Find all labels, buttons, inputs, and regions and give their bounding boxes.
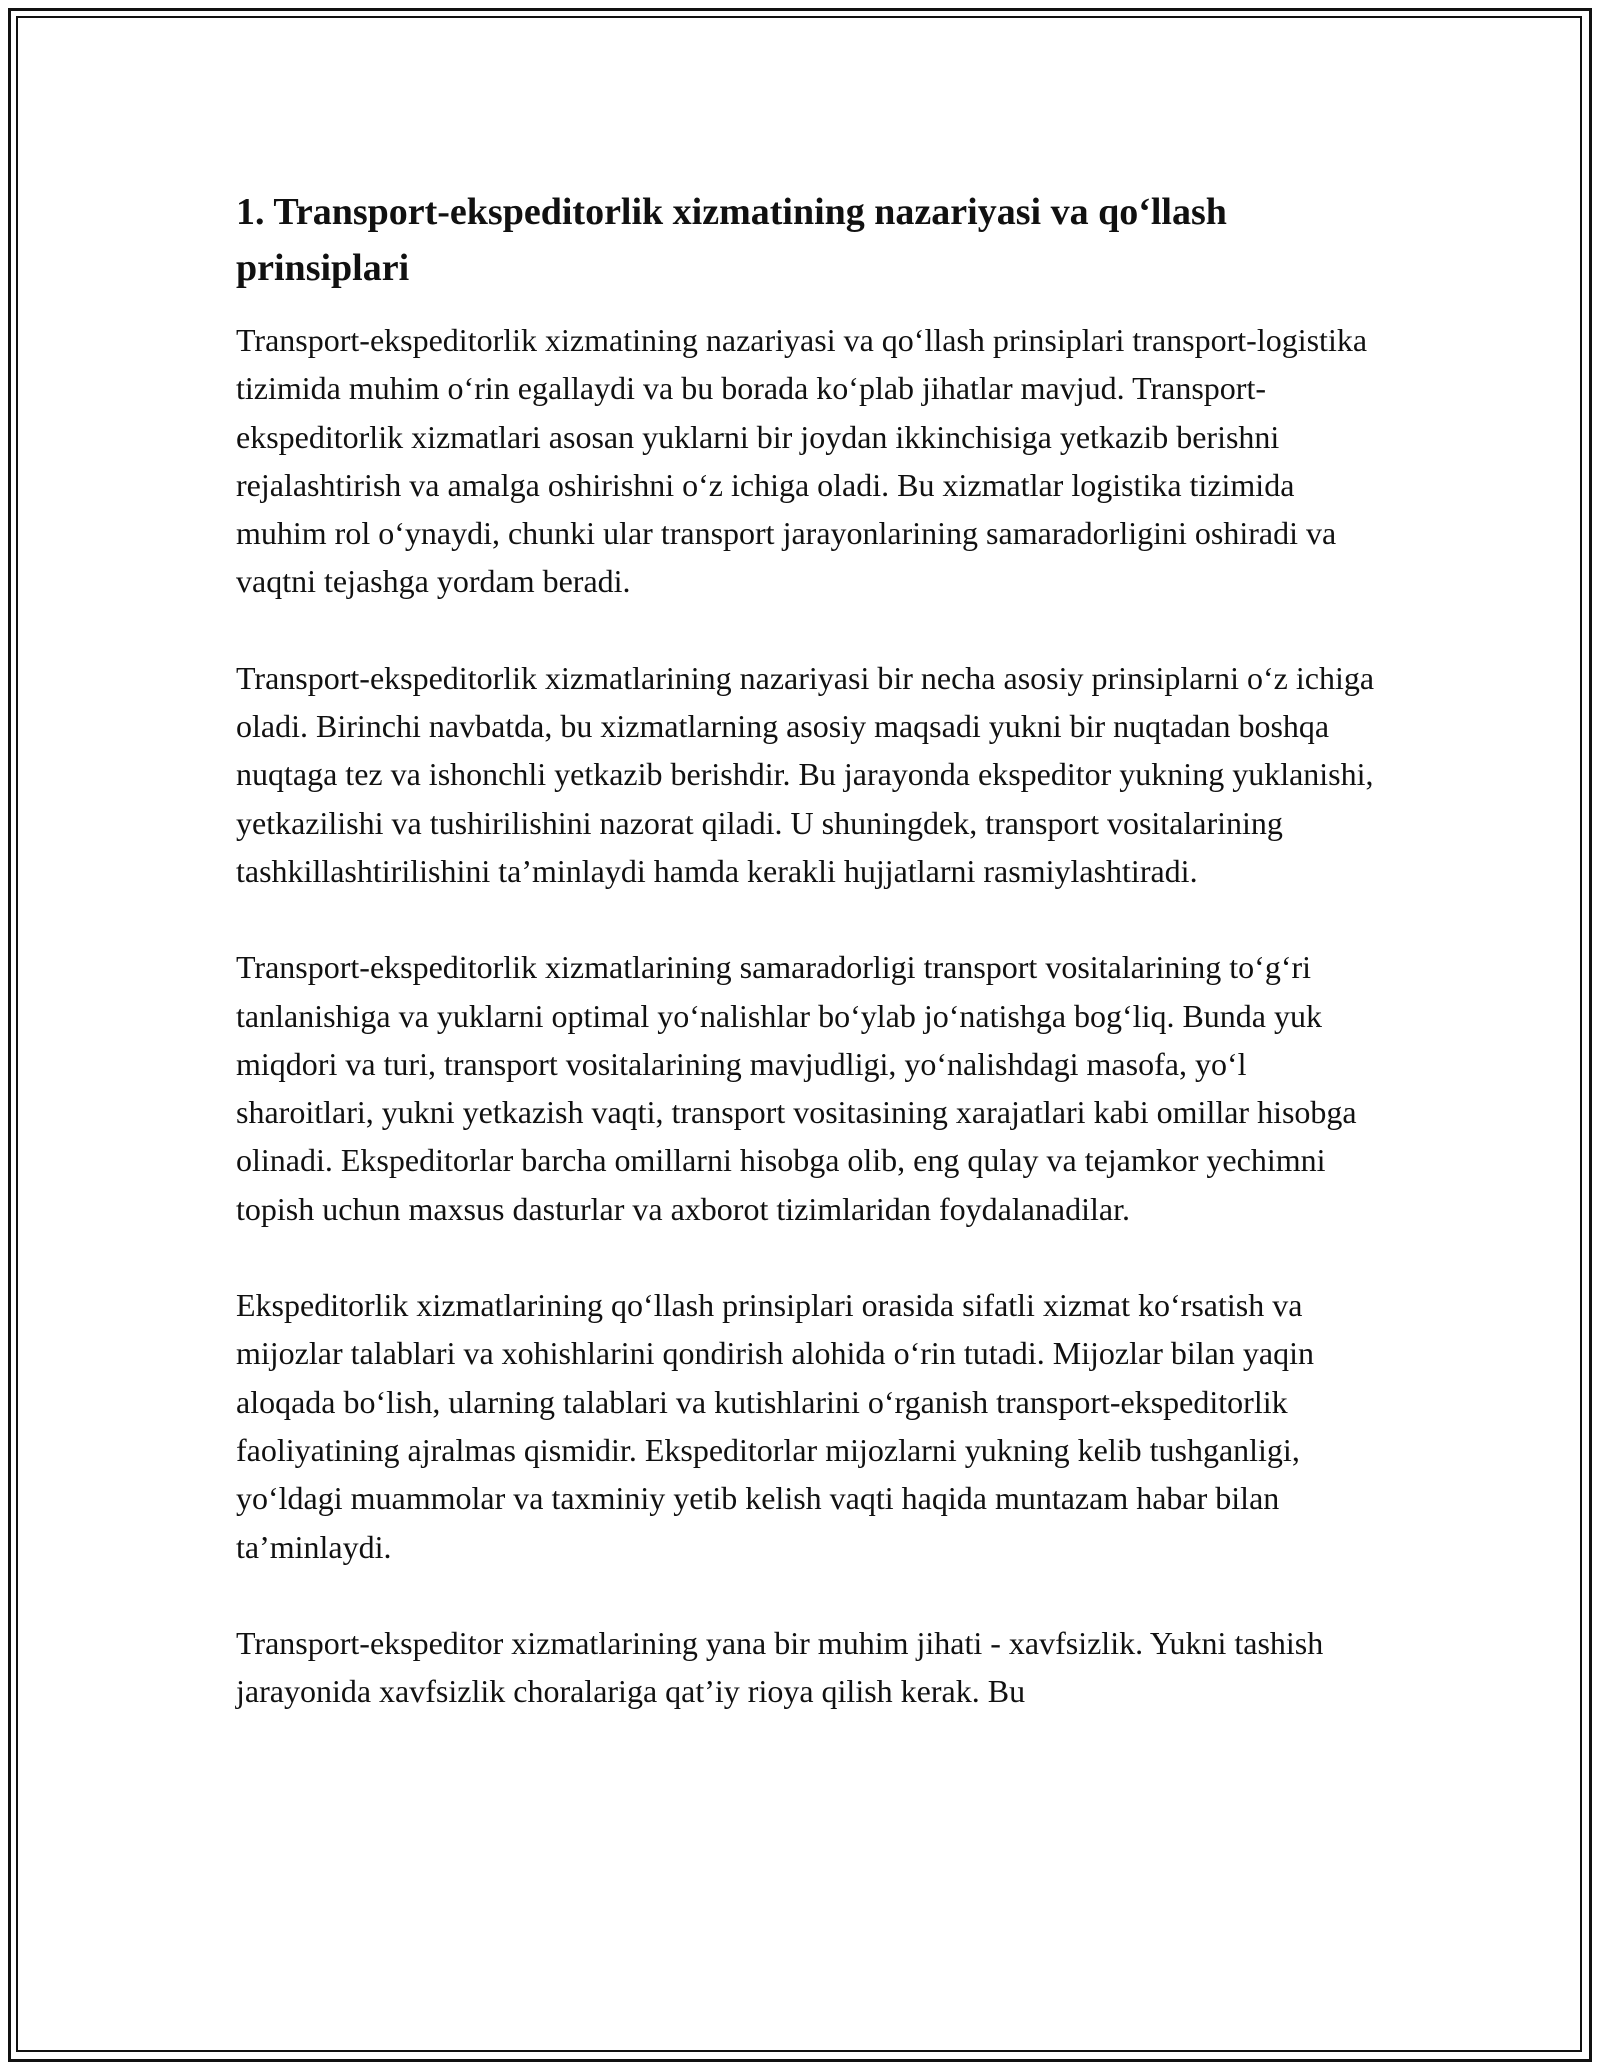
paragraph-4: Ekspeditorlik xizmatlarining qo‘llash prinsiplari orasida sifatli xizmat ko‘rsatish va mijozlar talablari va xohishlarini qondirish alohida o‘rin tutadi. Mijozlar bilan yaqin aloqada bo‘lish, ularning talablari va kutishlarini o‘rganish transport-ekspeditorlik faoliyatining ajralmas qismidir. Ekspeditorlar mijozlarni yukning kelib tushganligi, yo‘ldagi muammolar va taxminiy yetib kelish vaqti haqida muntazam habar bilan ta’minlaydi.	[236, 1287, 1314, 1565]
paragraph-5: Transport-ekspeditor xizmatlarining yana bir muhim jihati - xavfsizlik. Yukni tashish jarayonida xavfsizlik choralariga qat’iy rioya qilish kerak. Bu	[236, 1624, 1324, 1710]
paragraph-1: Transport-ekspeditorlik xizmatining nazariyasi va qo‘llash prinsiplari transport-logistika tizimida muhim o‘rin egallaydi va bu borada ko‘plab jihatlar mavjud. Transport-ekspeditorlik xizmatlari asosan yuklarni bir joydan ikkinchisiga yetkazib berishni rejalashtirish va amalga oshirishni o‘z ichiga oladi. Bu xizmatlar logistika tizimida muhim rol o‘ynaydi, chunki ular transport jarayonlarining samaradorligini oshiradi va vaqtni tejashga yordam beradi.	[236, 322, 1368, 600]
paragraph-3: Transport-ekspeditorlik xizmatlarining samaradorligi transport vositalarining to‘g‘ri tanlanishiga va yuklarni optimal yo‘nalishlar bo‘ylab jo‘natishga bog‘liq. Bunda yuk miqdori va turi, transport vositalarining mavjudligi, yo‘nalishdagi masofa, yo‘l sharoitlari, yukni yetkazish vaqti, transport vositasining xarajatlari kabi omillar hisobga olinadi. Ekspeditorlar barcha omillarni hisobga olib, eng qulay va tejamkor yechimni topish uchun maxsus dasturlar va axborot tizimlaridan foydalanadilar.	[236, 949, 1357, 1227]
document-body	[236, 184, 1386, 1763]
paragraph-2: Transport-ekspeditorlik xizmatlarining nazariyasi bir necha asosiy prinsiplarni o‘z ichiga oladi. Birinchi navbatda, bu xizmatlarning asosiy maqsadi yukni bir nuqtadan boshqa nuqtaga tez va ishonchli yetkazib berishdir. Bu jarayonda ekspeditor yukning yuklanishi, yetkazilishi va tushirilishini nazorat qiladi. U shuningdek, transport vositalarining tashkillashtirilishini ta’minlaydi hamda kerakli hujjatlarni rasmiylashtiradi.	[236, 659, 1375, 889]
section-heading: 1. Transport-ekspeditorlik xizmatining nazariyasi va qo‘llash prinsiplari	[236, 191, 1227, 289]
